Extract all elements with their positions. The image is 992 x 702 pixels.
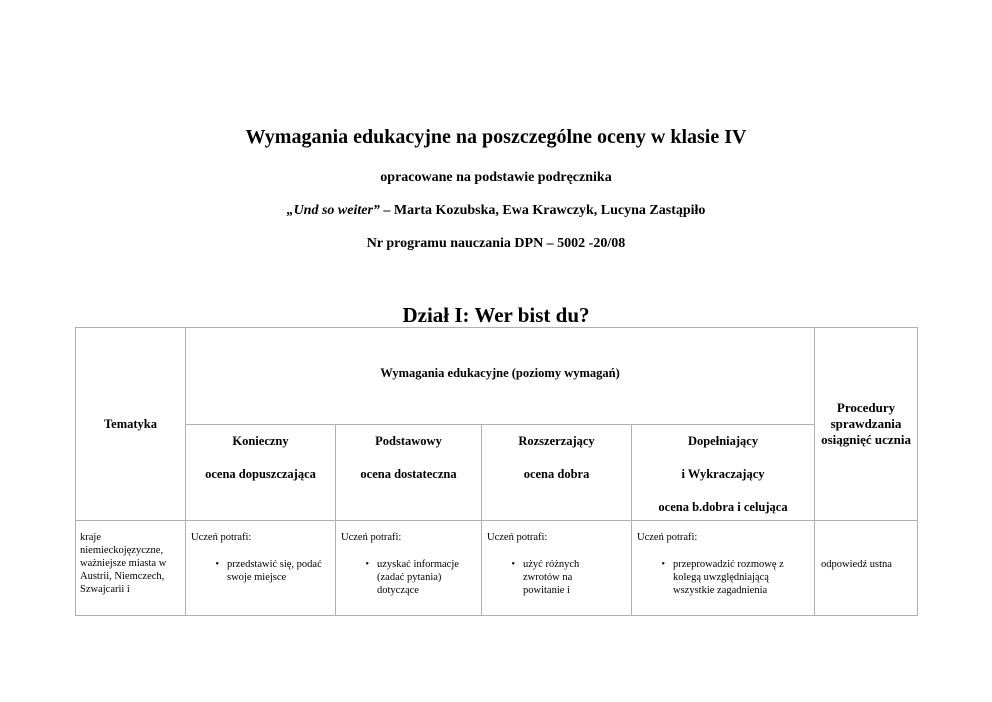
row-tematyka [76, 521, 186, 616]
requirements-table [75, 327, 918, 616]
list-item-text: uzyskać informacje (zadać pytania) dotyczące [377, 559, 459, 596]
book-authors: – Marta Kozubska, Ewa Krawczyk, Lucyna Zastąpiło [379, 203, 706, 218]
level-podstawowy [336, 425, 482, 521]
level-grade: ocena dopuszczająca [205, 467, 316, 481]
bullet-icon: • [365, 559, 369, 570]
list-item-text: przedstawić się, podać swoje miejsce [227, 559, 322, 583]
header-wymagania [186, 328, 815, 425]
list-item-text: użyć różnych zwrotów na powitanie i [523, 559, 580, 596]
intro-text: Uczeń potrafi: [487, 532, 548, 543]
level-dopelniajacy [632, 425, 815, 521]
header-tematyka [76, 328, 186, 521]
bullet-icon: • [661, 559, 665, 570]
tematyka-text: kraje niemieckojęzyczne, ważniejsze miasta w Austrii, Niemczech, Szwajcarii i [80, 532, 167, 595]
document-subtitle: opracowane na podstawie podręcznika [380, 170, 612, 185]
row-rozszerzajacy [482, 521, 632, 616]
intro-text: Uczeń potrafi: [191, 532, 252, 543]
level-name: Podstawowy [375, 434, 442, 448]
row-dopelniajacy [632, 521, 815, 616]
level-name: Konieczny [232, 434, 289, 448]
header-wymagania-label: Wymagania edukacyjne (poziomy wymagań) [380, 365, 620, 380]
row-procedury [815, 521, 918, 616]
list-item [637, 558, 810, 597]
level-grade-line1: i Wykraczający [681, 467, 765, 481]
book-title: „Und so weiter” [286, 203, 380, 218]
header-procedury-label: Procedury sprawdzania osiągnięć ucznia [821, 400, 911, 447]
section-title: Dział I: Wer bist du? [402, 303, 590, 327]
list-item-text: przeprowadzić rozmowę z kolegą uwzględniającą wszystkie zagadnienia [673, 559, 784, 596]
level-rozszerzajacy [482, 425, 632, 521]
header-tematyka-label: Tematyka [103, 416, 157, 431]
intro-text: Uczeń potrafi: [637, 532, 698, 543]
intro-text: Uczeń potrafi: [341, 532, 402, 543]
procedury-text: odpowiedź ustna [821, 559, 892, 570]
book-reference [0, 203, 992, 219]
header-procedury [815, 328, 918, 521]
bullet-icon: • [511, 559, 515, 570]
list-item [487, 558, 627, 597]
level-grade: ocena dobra [523, 467, 590, 481]
level-grade-line2: ocena b.dobra i celująca [658, 500, 788, 514]
list-item [191, 558, 331, 584]
bullet-icon: • [215, 559, 219, 570]
program-number: Nr programu nauczania DPN – 5002 -20/08 [366, 236, 626, 251]
level-konieczny [186, 425, 336, 521]
level-name: Rozszerzający [518, 434, 595, 448]
level-name: Dopełniający [687, 434, 759, 448]
document-title: Wymagania edukacyjne na poszczególne oceny w klasie IV [245, 126, 747, 148]
list-item [341, 558, 477, 597]
level-grade: ocena dostateczna [360, 467, 457, 481]
row-konieczny [186, 521, 336, 616]
row-podstawowy [336, 521, 482, 616]
